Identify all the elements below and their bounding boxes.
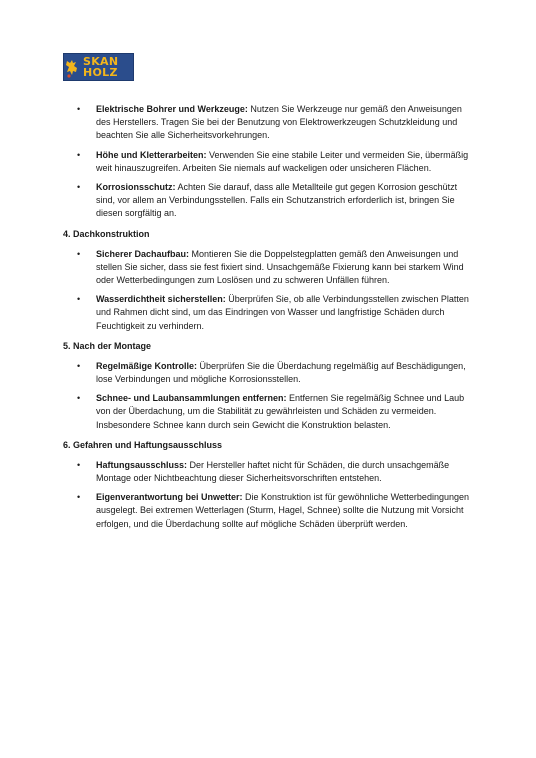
item-term: Sicherer Dachaufbau: [96,248,190,259]
bullet-icon: • [77,360,81,371]
item-text: Überprüfen Sie, ob alle Verbindungsstellen zwischen Platten und Rahmen dicht sind, um das Eindringen von Wasser und langfristige Schäden durch Feuchtigkeit zu verhindern. [96,294,469,331]
item-text: Verwenden Sie eine stabile Leiter und vermeiden Sie, übermäßig weit hinauszugreifen. Arbeiten Sie niemals auf wackeligen oder unsicheren Flächen. [96,149,469,173]
list-item [63,181,475,221]
logo-wordmark [83,56,118,78]
list-item [63,248,475,288]
item-text: Nutzen Sie Werkzeuge nur gemäß den Anweisungen des Herstellers. Tragen Sie bei der Benutzung von Elektrowerkzeugen Schutzkleidung und beachten Sie alle Sicherheitsvorkehrungen. [96,104,462,141]
item-text: Montieren Sie die Doppelstegplatten gemäß den Anweisungen und stellen Sie sicher, dass sie fest fixiert sind. Unsachgemäße Fixierung kann bei starkem Wind oder Wetterbedingungen zum Loslösen und zu schweren Unfällen führen. [96,248,464,286]
section-heading: 4. Dachkonstruktion [63,228,150,239]
section-heading: 6. Gefahren und Haftungsausschluss [63,439,223,450]
item-text: Entfernen Sie regelmäßig Schnee und Laub von der Überdachung, um die Stabilität zu gewährleisten und Schäden zu vermeiden. Insbesondere Schnee kann durch sein Gewicht die Konstruktion belasten. [96,393,465,430]
bullet-icon: • [77,492,81,503]
section-heading: 5. Nach der Montage [63,340,152,351]
item-term: Eigenverantwortung bei Unwetter: [96,492,243,503]
item-term: Schnee- und Laubansammlungen entfernen: [96,393,287,404]
item-term: Höhe und Kletterarbeiten: [96,149,207,160]
bullet-icon: • [77,393,81,404]
bullet-icon: • [77,182,81,193]
list-section-4 [63,248,475,333]
logo-line-1: SKAN [83,55,119,68]
list-item [63,149,475,175]
item-term: Korrosionsschutz: [96,182,176,193]
bullet-icon: • [77,294,81,305]
list-section-6 [63,459,475,531]
item-text: Die Konstruktion ist für gewöhnliche Wetterbedingungen ausgelegt. Bei extremen Wetterlagen (Sturm, Hagel, Schnee) sollte die Nutzung mit Vorsicht erfolgen, und die Überdachung sollte auf mögliche Schäden überprüft werden. [96,492,469,529]
list-item [63,459,475,485]
document-body [63,103,475,531]
bullet-icon: • [77,104,81,114]
item-term: Elektrische Bohrer und Werkzeuge: [96,104,248,114]
list-item [63,360,475,386]
item-text: Überprüfen Sie die Überdachung regelmäßig auf Beschädigungen, lose Verbindungen und mögliche Korrosionsstellen. [96,360,466,385]
skanholz-logo [63,53,134,81]
item-text: Achten Sie darauf, dass alle Metallteile gut gegen Korrosion geschützt sind, vor allem an Verbindungsstellen. Falls ein Schutzanstrich erforderlich ist, bringen Sie diesen sorgfältig an. [96,182,458,219]
list-top [63,103,475,221]
list-item [63,491,475,531]
moose-icon [64,54,81,80]
item-term: Haftungsausschluss: [96,459,188,470]
bullet-icon: • [77,248,81,259]
item-term: Wasserdichtheit sicherstellen: [96,294,226,305]
item-term: Regelmäßige Kontrolle: [96,360,198,371]
bullet-icon: • [77,459,81,470]
item-text: Der Hersteller haftet nicht für Schäden, die durch unsachgemäße Montage oder Nichtbeachtung dieser Sicherheitsvorschriften entstehen. [96,459,450,484]
list-section-5 [63,360,475,432]
bullet-icon: • [77,149,81,160]
logo-line-2: HOLZ [83,66,118,79]
list-item [63,392,475,432]
list-item [63,293,475,333]
list-item [63,103,475,143]
